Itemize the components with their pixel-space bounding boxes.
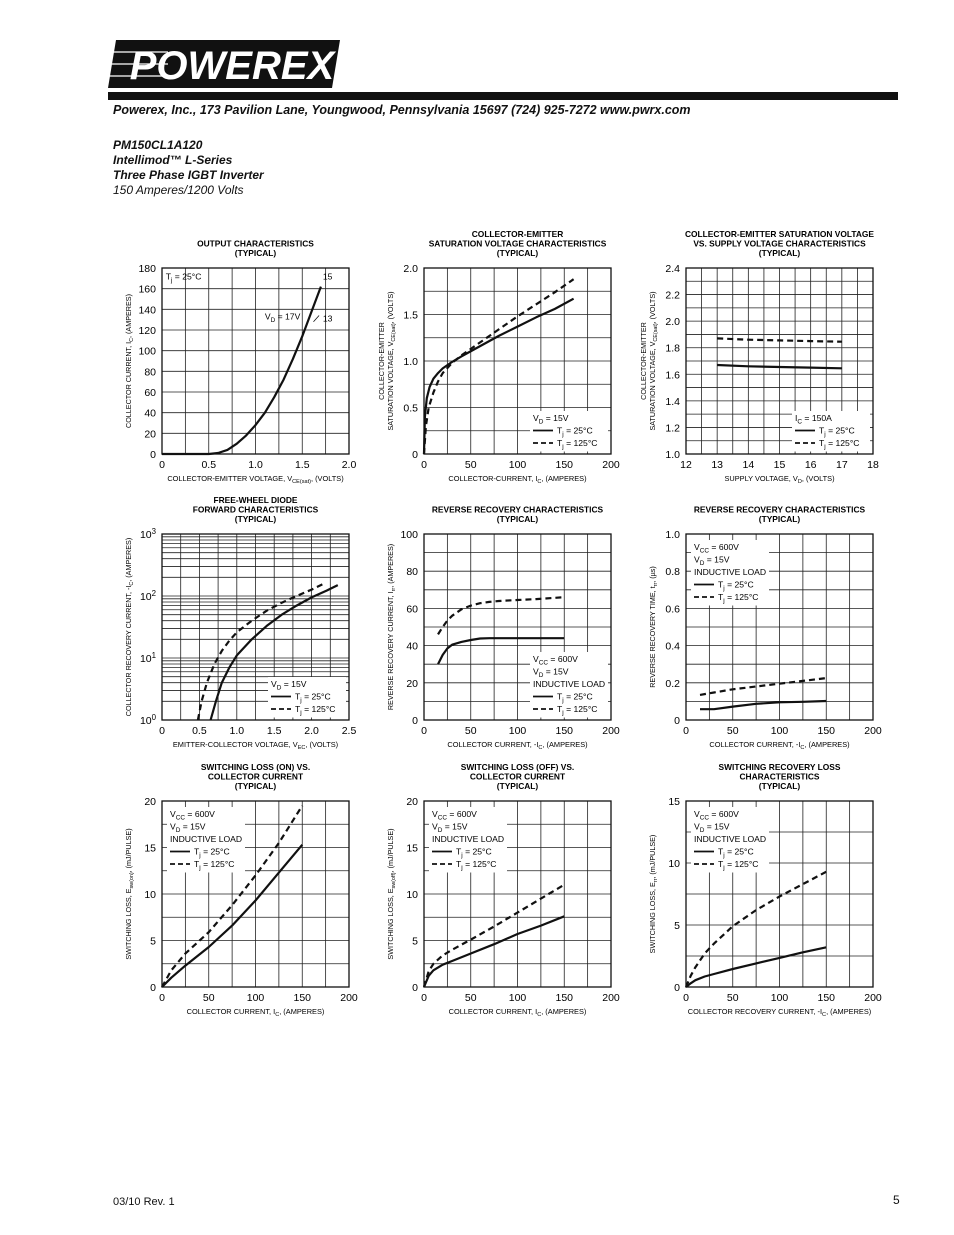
y-tick-label: 1.0: [403, 356, 418, 368]
x-tick-label: 200: [340, 992, 358, 1004]
legend-entry: $T_j = 125^\circ C$: [819, 438, 860, 451]
x-tick-label: 1.0: [248, 459, 263, 471]
x-tick-label: 0: [683, 992, 689, 1004]
y-axis-label: COLLECTOR CURRENT, $I_C$, (AMPERES): [124, 294, 136, 428]
chart-title: COLLECTOR CURRENT: [469, 771, 566, 782]
y-axis-label: COLLECTOR RECOVERY CURRENT, $-I_C$, (AMPERES): [124, 537, 136, 717]
legend-header: $V_{CC} = 600V$: [170, 809, 215, 822]
annotation: 13: [322, 313, 333, 324]
x-tick-label: 50: [464, 459, 477, 471]
y-tick-label: $10^2$: [139, 588, 156, 603]
chart-title: (TYPICAL): [234, 514, 277, 524]
chart-4: [124, 495, 356, 751]
chart-2: [377, 229, 620, 485]
part-number: PM150CL1A120: [113, 138, 203, 152]
y-tick-label: 15: [144, 842, 156, 855]
x-tick-label: 13: [711, 459, 724, 471]
chart-title: COLLECTOR CURRENT: [207, 771, 304, 782]
x-tick-label: 16: [804, 459, 817, 471]
chart-title: SWITCHING LOSS (ON) VS.: [200, 762, 311, 772]
legend-header: INDUCTIVE LOAD: [170, 834, 243, 844]
x-tick-label: 0: [159, 992, 165, 1004]
chart-title: SWITCHING RECOVERY LOSS: [718, 762, 841, 772]
x-tick-label: 17: [835, 459, 848, 471]
y-tick-label: 15: [668, 796, 680, 808]
legend-entry: $T_j = 25^\circ C$: [295, 691, 331, 705]
y-tick-label: $10^3$: [139, 526, 156, 541]
y-tick-label: 100: [400, 529, 418, 541]
x-tick-label: 100: [770, 992, 789, 1004]
y-tick-label: 0: [674, 715, 680, 727]
chart-title: SWITCHING LOSS (OFF) VS.: [460, 762, 575, 772]
y-tick-label: 0.8: [665, 566, 680, 579]
y-tick-label: 20: [406, 677, 418, 690]
x-tick-label: 2.0: [304, 725, 319, 737]
y-tick-label: 1.5: [403, 309, 418, 322]
chart-title: (TYPICAL): [234, 781, 277, 791]
x-tick-label: 18: [867, 459, 879, 471]
x-tick-label: 100: [246, 992, 265, 1004]
legend-header: $V_D = 15V$: [170, 821, 206, 835]
x-tick-label: 0: [421, 459, 427, 471]
y-tick-label: 20: [406, 796, 418, 808]
x-tick-label: 0.5: [201, 459, 217, 471]
y-tick-label: 80: [406, 566, 418, 579]
x-tick-label: 200: [602, 459, 620, 471]
x-tick-label: 0: [159, 725, 165, 737]
revision: 03/10 Rev. 1: [113, 1196, 175, 1208]
y-tick-label: 160: [138, 283, 156, 296]
y-axis-label: SATURATION VOLTAGE, $V_{CE(sat)}$, (VOLTS): [386, 291, 398, 431]
chart-title: FORWARD CHARACTERISTICS: [192, 504, 319, 515]
x-axis-label: COLLECTOR CURRENT, $-I_C$, (AMPERES): [447, 740, 588, 752]
x-tick-label: 2.5: [341, 725, 357, 737]
legend-entry: $T_j = 25^\circ C$: [456, 846, 492, 860]
y-axis-label: REVERSE RECOVERY TIME, $t_{rr}$, (µs): [648, 566, 660, 688]
x-axis-label: COLLECTOR-CURRENT, $I_C$, (AMPERES): [448, 474, 587, 486]
x-tick-label: 150: [555, 459, 574, 471]
legend-header: $V_{CC} = 600V$: [432, 809, 477, 822]
x-tick-label: 100: [508, 725, 527, 737]
series-line-125c: [438, 597, 564, 634]
y-tick-label: 100: [138, 345, 156, 358]
x-tick-label: 150: [293, 992, 312, 1004]
y-tick-label: 1.0: [665, 529, 680, 541]
legend-header: $V_D = 15V$: [533, 666, 569, 680]
y-tick-label: 2.2: [665, 289, 680, 302]
y-tick-label: 10: [144, 889, 156, 901]
x-axis-label: COLLECTOR RECOVERY CURRENT, $-I_C$, (AMPERES): [687, 1007, 872, 1019]
y-tick-label: 0.2: [665, 677, 680, 690]
x-tick-label: 50: [726, 992, 739, 1004]
y-tick-label: 0: [674, 982, 680, 994]
y-tick-label: 40: [406, 640, 418, 653]
x-tick-label: 15: [773, 459, 786, 471]
y-tick-label: 0: [412, 982, 418, 994]
x-axis-label: COLLECTOR CURRENT, $I_C$, (AMPERES): [448, 1007, 587, 1019]
x-tick-label: 0: [159, 459, 165, 471]
product-rating: 150 Amperes/1200 Volts: [113, 183, 244, 197]
y-tick-label: 1.6: [665, 369, 680, 382]
chart-title: (TYPICAL): [496, 514, 539, 524]
x-tick-label: 1.5: [294, 459, 310, 471]
y-tick-label: 15: [406, 842, 418, 855]
legend-header: $V_{CC} = 600V$: [533, 654, 578, 667]
x-tick-label: 0: [683, 725, 689, 737]
legend-header: $V_D = 15V$: [271, 679, 307, 692]
legend-header: $I_C = 150A$: [795, 413, 832, 426]
legend-entry: $T_j = 25^\circ C$: [718, 579, 754, 593]
y-tick-label: $10^0$: [139, 712, 156, 727]
y-axis-label: SWITCHING LOSS, $E_{sw(off)}$, (mJ/PULSE): [386, 828, 398, 960]
y-tick-label: 80: [144, 366, 156, 379]
legend-header: $V_D = 15V$: [533, 413, 569, 426]
x-tick-label: 0: [421, 992, 427, 1004]
y-tick-label: 5: [150, 935, 156, 948]
page-number: 5: [893, 1193, 900, 1207]
chart-title: (TYPICAL): [496, 781, 539, 791]
y-axis-label: SWITCHING LOSS, $E_{rr}$, (mJ/PULSE): [648, 834, 660, 954]
legend-entry: $T_j = 125^\circ C$: [295, 704, 336, 717]
x-tick-label: 200: [864, 725, 882, 737]
legend-entry: $T_j = 125^\circ C$: [557, 438, 598, 451]
legend-entry: $T_j = 25^\circ C$: [557, 425, 593, 439]
y-tick-label: 0: [412, 715, 418, 727]
x-tick-label: 50: [464, 725, 477, 737]
series-name: Intellimod™ L-Series: [113, 153, 233, 167]
legend-header: $V_D = 15V$: [694, 554, 730, 568]
y-tick-label: 2.0: [665, 316, 680, 329]
x-tick-label: 200: [864, 992, 882, 1004]
x-axis-label: SUPPLY VOLTAGE, $V_D$, (VOLTS): [724, 474, 835, 486]
y-tick-label: 5: [674, 920, 680, 932]
annotation: 15: [322, 271, 333, 282]
x-tick-label: 1.5: [266, 725, 282, 737]
y-tick-label: 1.8: [665, 342, 680, 355]
legend-header: INDUCTIVE LOAD: [694, 834, 767, 844]
x-tick-label: 50: [464, 992, 477, 1004]
legend-entry: $T_j = 25^\circ C$: [718, 846, 754, 860]
y-tick-label: 180: [138, 263, 156, 275]
chart-title: COLLECTOR-EMITTER SATURATION VOLTAGE: [684, 229, 875, 239]
chart-title: (TYPICAL): [234, 248, 277, 258]
y-tick-label: 5: [412, 935, 418, 948]
chart-title: VS. SUPPLY VOLTAGE CHARACTERISTICS: [693, 238, 866, 249]
x-tick-label: 0: [421, 725, 427, 737]
x-tick-label: 100: [508, 459, 527, 471]
x-tick-label: 50: [202, 992, 215, 1004]
legend-entry: $T_j = 25^\circ C$: [194, 846, 230, 860]
company-address: Powerex, Inc., 173 Pavilion Lane, Youngwood, Pennsylvania 15697 (724) 925-7272 www.pwrx.com: [113, 103, 691, 117]
annotation: $V_D = 17V$: [264, 311, 301, 325]
x-axis-label: COLLECTOR CURRENT, $I_C$, (AMPERES): [186, 1007, 325, 1019]
legend-entry: $T_j = 125^\circ C$: [718, 592, 759, 605]
y-axis-label: REVERSE RECOVERY CURRENT, $I_{rr}$, (AMPERES): [386, 543, 398, 711]
x-tick-label: 200: [602, 992, 620, 1004]
y-tick-label: 1.4: [665, 395, 680, 408]
x-tick-label: 150: [555, 725, 574, 737]
x-tick-label: 150: [817, 725, 836, 737]
chart-title: (TYPICAL): [758, 514, 801, 524]
x-axis-label: EMITTER-COLLECTOR VOLTAGE, $V_{EC}$, (VOLTS): [172, 740, 339, 752]
x-tick-label: 50: [726, 725, 739, 737]
chart-title: (TYPICAL): [758, 248, 801, 258]
y-axis-label: COLLECTOR-EMITTER: [377, 322, 386, 400]
chart-8: [386, 762, 620, 1018]
y-tick-label: 60: [144, 387, 156, 399]
legend-header: $V_{CC} = 600V$: [694, 809, 739, 822]
chart-title: REVERSE RECOVERY CHARACTERISTICS: [431, 504, 604, 515]
y-tick-label: 0.6: [665, 603, 680, 616]
y-tick-label: 10: [668, 858, 680, 870]
chart-1: [124, 239, 356, 486]
y-tick-label: 1.0: [665, 449, 680, 461]
legend-header: $V_D = 15V$: [432, 821, 468, 835]
x-tick-label: 100: [770, 725, 789, 737]
chart-title: FREE-WHEEL DIODE: [213, 495, 298, 505]
legend-header: INDUCTIVE LOAD: [694, 567, 767, 577]
legend-entry: $T_j = 125^\circ C$: [194, 859, 235, 872]
legend-header: $V_{CC} = 600V$: [694, 542, 739, 555]
chart-title: SATURATION VOLTAGE CHARACTERISTICS: [428, 238, 607, 249]
legend-header: INDUCTIVE LOAD: [432, 834, 505, 844]
chart-7: [124, 762, 358, 1018]
y-axis-label: COLLECTOR-EMITTER: [639, 322, 648, 400]
x-tick-label: 200: [602, 725, 620, 737]
x-tick-label: 2.0: [341, 459, 357, 471]
chart-title: (TYPICAL): [758, 781, 801, 791]
chart-5: [386, 505, 620, 752]
legend-header: $V_D = 15V$: [694, 821, 730, 835]
y-tick-label: 0.5: [403, 402, 418, 415]
chart-3: [639, 229, 879, 485]
legend-entry: $T_j = 125^\circ C$: [557, 704, 598, 717]
x-tick-label: 150: [817, 992, 836, 1004]
chart-9: [648, 762, 882, 1018]
legend-entry: $T_j = 125^\circ C$: [456, 859, 497, 872]
x-tick-label: 1.0: [229, 725, 245, 737]
y-tick-label: 2.0: [403, 263, 418, 275]
chart-6: [648, 505, 882, 752]
chart-title: OUTPUT CHARACTERISTICS: [197, 238, 314, 249]
x-tick-label: 150: [555, 992, 574, 1004]
chart-title: REVERSE RECOVERY CHARACTERISTICS: [693, 504, 866, 515]
annotation-leader: [313, 316, 319, 322]
x-tick-label: 0.5: [192, 725, 207, 737]
legend-header: INDUCTIVE LOAD: [533, 679, 606, 689]
y-tick-label: 0: [150, 982, 156, 994]
annotation: $T_j = 25^\circ C$: [165, 271, 202, 284]
y-tick-label: 20: [144, 796, 156, 808]
y-axis-label: SWITCHING LOSS, $E_{sw(on)}$, (mJ/PULSE): [124, 828, 136, 960]
y-tick-label: 20: [144, 428, 156, 441]
x-tick-label: 100: [508, 992, 527, 1004]
y-tick-label: 1.2: [665, 422, 680, 435]
y-tick-label: 40: [144, 407, 156, 420]
y-tick-label: 2.4: [665, 263, 680, 275]
y-tick-label: 0: [150, 449, 156, 461]
y-tick-label: 10: [406, 889, 418, 901]
legend-entry: $T_j = 125^\circ C$: [718, 859, 759, 872]
y-tick-label: 60: [406, 603, 418, 616]
chart-title: (TYPICAL): [496, 248, 539, 258]
chart-title: CHARACTERISTICS: [739, 771, 820, 782]
y-tick-label: 0: [412, 449, 418, 461]
product-description: Three Phase IGBT Inverter: [113, 168, 264, 182]
series-line-125c: [700, 678, 826, 695]
y-tick-label: 140: [138, 304, 156, 317]
y-tick-label: $10^1$: [139, 650, 156, 665]
legend-entry: $T_j = 25^\circ C$: [557, 691, 593, 705]
series-line-25c: [700, 701, 826, 709]
legend-entry: $T_j = 25^\circ C$: [819, 425, 855, 439]
x-axis-label: COLLECTOR-EMITTER VOLTAGE, $V_{CE(sat)}$, (VOLTS): [167, 474, 344, 486]
x-tick-label: 14: [742, 459, 755, 471]
x-axis-label: COLLECTOR CURRENT, $-I_C$, (AMPERES): [709, 740, 850, 752]
logo-text: POWEREX: [129, 44, 335, 88]
y-tick-label: 120: [138, 325, 156, 337]
x-tick-label: 12: [680, 459, 692, 471]
y-tick-label: 0.4: [665, 640, 680, 653]
y-axis-label: SATURATION VOLTAGE, $V_{CE(sat)}$, (VOLTS): [648, 291, 660, 431]
chart-title: COLLECTOR-EMITTER: [471, 229, 564, 239]
